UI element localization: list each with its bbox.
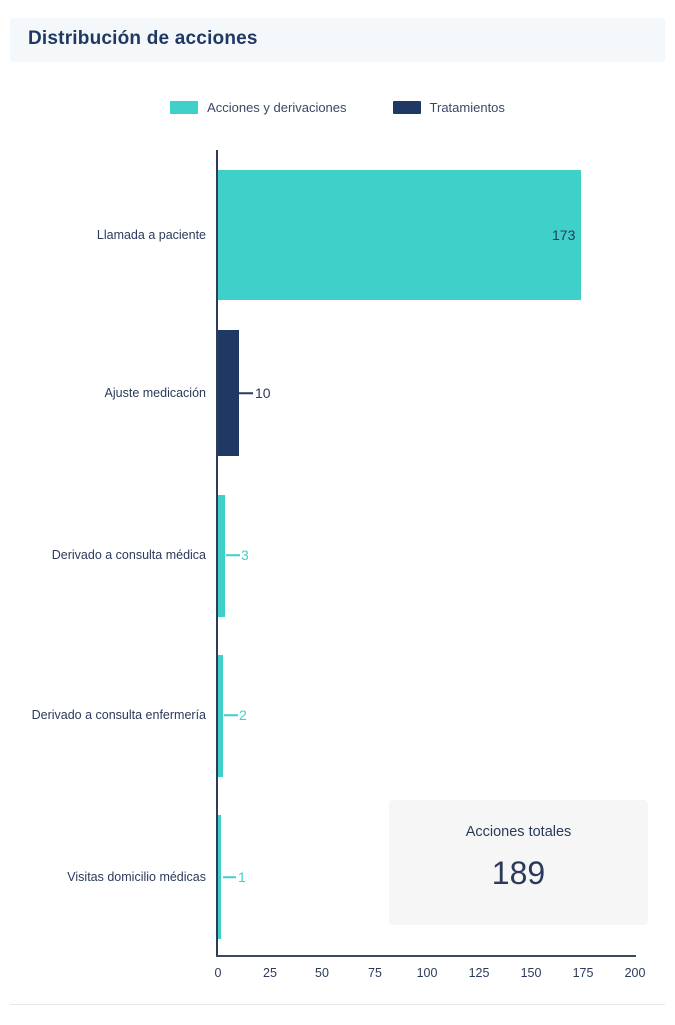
bar-visitas-domicilio-medicas[interactable] — [218, 815, 221, 939]
legend-label: Tratamientos — [429, 100, 505, 115]
x-tick-label: 125 — [468, 966, 490, 980]
bar-derivado-consulta-medica[interactable] — [218, 495, 225, 617]
legend-label: Acciones y derivaciones — [207, 100, 347, 115]
chart-legend — [0, 100, 675, 115]
category-label: Visitas domicilio médicas — [67, 870, 206, 884]
x-tick-label: 25 — [263, 966, 277, 980]
bar-value-label: 2 — [239, 707, 247, 723]
legend-item-tratamientos[interactable] — [393, 100, 505, 115]
x-tick-label: 200 — [624, 966, 646, 980]
legend-swatch-icon — [393, 101, 421, 114]
category-label: Llamada a paciente — [96, 228, 206, 242]
bar-value-label: 1 — [238, 869, 246, 885]
totals-label: Acciones totales — [465, 824, 572, 840]
value-leader-line — [226, 554, 240, 556]
value-leader-line — [223, 876, 236, 878]
bar-value-label: 3 — [241, 547, 249, 563]
legend-swatch-icon — [170, 101, 198, 114]
legend-item-acciones[interactable] — [170, 100, 346, 115]
bar-ajuste-medicacion[interactable] — [218, 330, 239, 456]
category-label: Derivado a consulta enfermería — [31, 708, 206, 722]
value-leader-line — [224, 714, 238, 716]
x-tick-label: 0 — [214, 966, 222, 980]
x-tick-label: 100 — [416, 966, 438, 980]
totals-value: 189 — [491, 855, 546, 891]
bar-llamada-a-paciente[interactable] — [218, 170, 581, 300]
x-tick-label: 75 — [368, 966, 382, 980]
bottom-divider — [10, 1004, 665, 1005]
value-leader-line — [239, 392, 253, 394]
bar-value-label: 10 — [255, 385, 271, 401]
page-title: Distribución de acciones — [28, 28, 258, 49]
x-tick-label: 150 — [520, 966, 542, 980]
bar-value-label: 173 — [552, 227, 576, 243]
bar-derivado-consulta-enfermeria[interactable] — [218, 655, 223, 777]
category-label: Ajuste medicación — [104, 386, 206, 400]
x-tick-label: 50 — [315, 966, 329, 980]
category-label: Derivado a consulta médica — [51, 548, 206, 562]
x-tick-label: 175 — [572, 966, 594, 980]
x-axis-line — [216, 955, 636, 957]
